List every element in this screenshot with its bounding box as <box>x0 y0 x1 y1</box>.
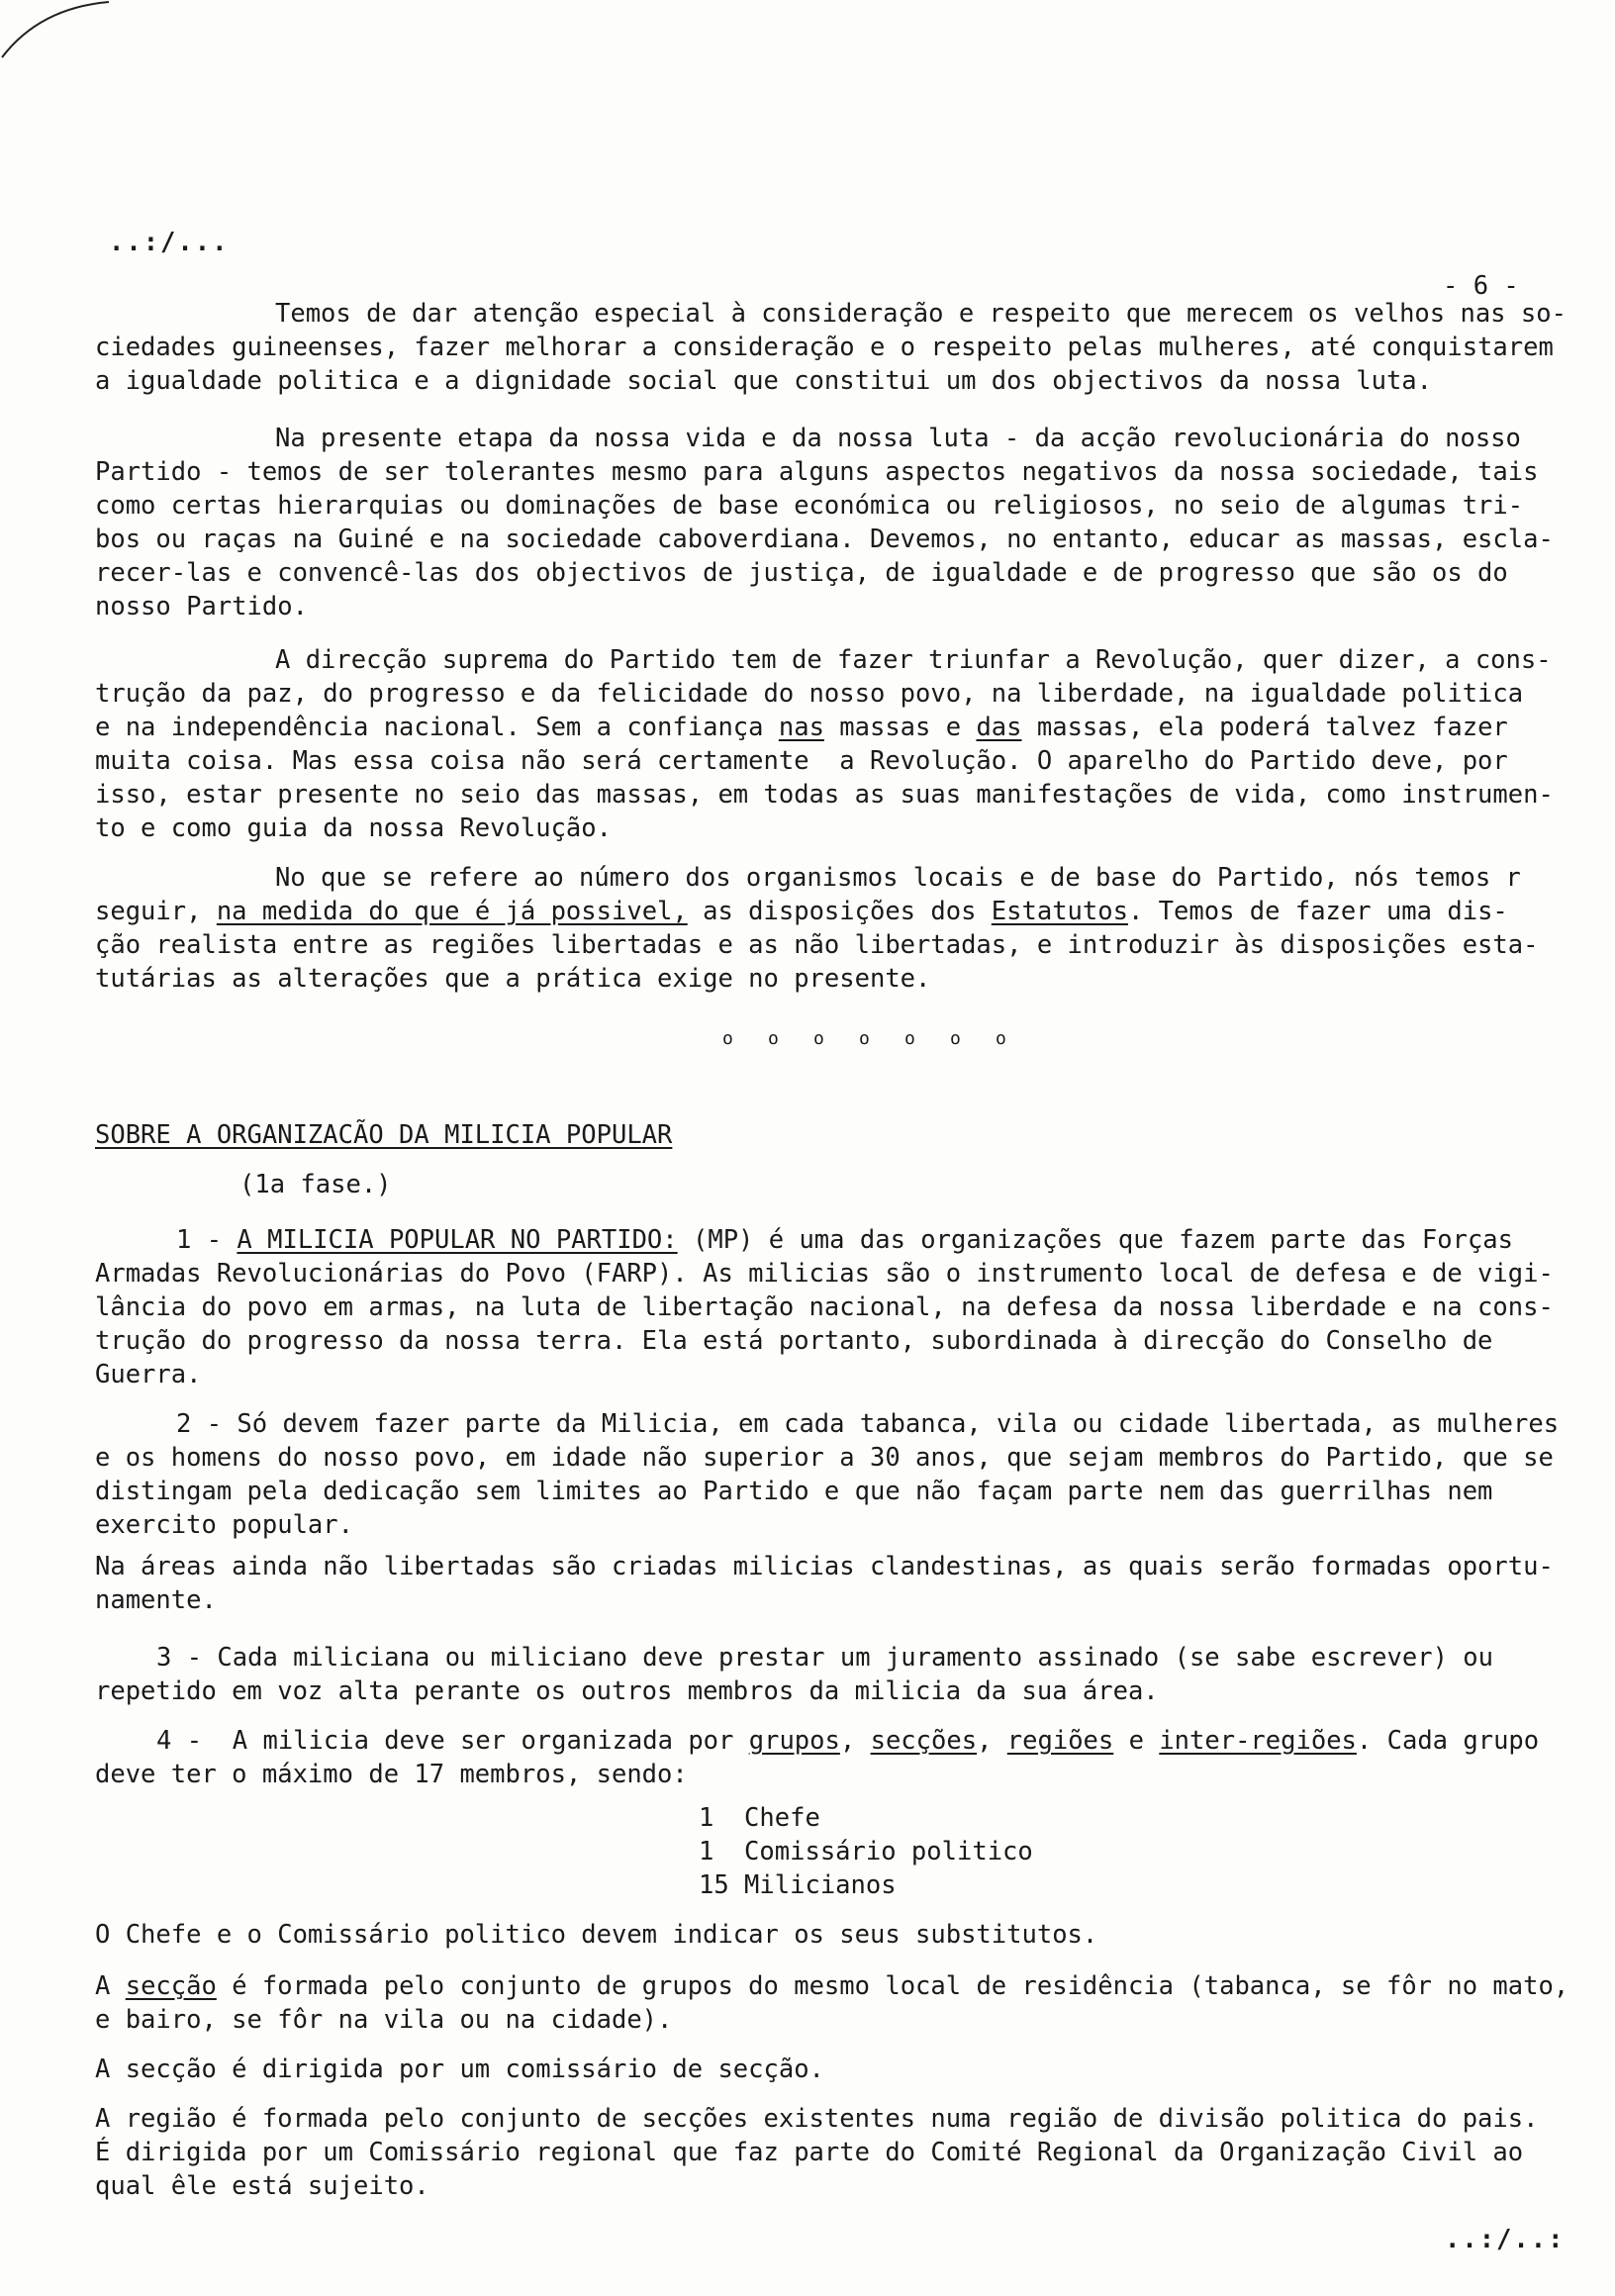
text-fragment: (MP) é uma das organizações que fazem parte das Forças <box>677 1225 1514 1255</box>
underlined-word: secção <box>125 1971 217 2001</box>
text-line: Guerra. <box>95 1360 202 1389</box>
text-line <box>95 1969 1601 2003</box>
underlined-word: regiões <box>1006 1726 1114 1756</box>
separator-dot: o <box>859 1028 870 1049</box>
paragraph-1 <box>95 297 1601 398</box>
item-6 <box>95 1969 1601 2037</box>
continuation-marker-top: ..:/... <box>109 228 230 257</box>
text-fragment: massas e <box>823 713 977 742</box>
text-line: deve ter o máximo de 17 membros, sendo: <box>95 1760 688 1789</box>
text-line: isso, estar presente no seio das massas, em todas as suas manifestações de vida, como instrumen- <box>95 780 1554 810</box>
item-8 <box>95 2102 1601 2203</box>
underlined-word: Estatutos <box>991 897 1128 926</box>
separator-dot: o <box>996 1028 1006 1049</box>
text-fragment: A <box>95 1971 126 2001</box>
text-fragment: e <box>1113 1726 1160 1756</box>
paragraph-2 <box>95 422 1601 623</box>
text-line: a igualdade politica e a dignidade social que constitui um dos objectivos da nossa luta. <box>95 366 1433 396</box>
separator-dot: o <box>813 1028 824 1049</box>
text-line: repetido em voz alta perante os outros membros da milicia da sua área. <box>95 1676 1159 1706</box>
item-4 <box>95 1724 1601 1791</box>
separator-dot: o <box>904 1028 915 1049</box>
text-fragment: . Cada grupo <box>1356 1726 1540 1756</box>
underlined-word: nas <box>778 713 824 742</box>
text-line: qual êle está sujeito. <box>95 2171 429 2201</box>
text-line: ção realista entre as regiões libertadas e as não libertadas, e introduzir às disposições esta- <box>95 930 1539 960</box>
text-fragment: , <box>839 1726 871 1756</box>
text-line: e os homens do nosso povo, em idade não superior a 30 anos, que sejam membros do Partido, que se <box>95 1443 1554 1473</box>
item-5 <box>95 1918 1601 1952</box>
text-line: to e como guia da nossa Revolução. <box>95 813 612 843</box>
text-fragment: seguir, <box>95 897 217 926</box>
text-line: Temos de dar atenção especial à consideração e respeito que merecem os velhos nas so- <box>275 299 1567 329</box>
text-line: bos ou raças na Guiné e na sociedade caboverdiana. Devemos, no entanto, educar as massas, escla- <box>95 525 1554 554</box>
list-item: 1 Chefe <box>699 1803 820 1833</box>
section-heading: SOBRE A ORGANIZACÃO DA MILICIA POPULAR <box>95 1120 673 1150</box>
text-line: Na áreas ainda não libertadas são criadas milicias clandestinas, as quais serão formadas oportu- <box>95 1552 1554 1581</box>
text-line: Na presente etapa da nossa vida e da nossa luta - da acção revolucionária do nosso <box>275 424 1521 453</box>
text-line: É dirigida por um Comissário regional que faz parte do Comité Regional da Organização Civil ao <box>95 2138 1524 2167</box>
underlined-phrase: na medida do que é já possivel, <box>216 897 688 926</box>
text-fragment: e na independência nacional. Sem a confiança <box>95 713 779 742</box>
scan-corner-mark <box>0 0 198 59</box>
text-fragment: massas, ela poderá talvez fazer <box>1021 713 1508 742</box>
text-line: lância do povo em armas, na luta de libertação nacional, na defesa da nossa liberdade e na cons- <box>95 1292 1554 1322</box>
text-line: distingam pela dedicação sem limites ao Partido e que não façam parte nem das guerrilhas nem <box>95 1477 1493 1506</box>
text-line: 3 - Cada miliciana ou miliciano deve prestar um juramento assinado (se sabe escrever) ou <box>156 1643 1494 1673</box>
list-item: 15 Milicianos <box>699 1870 897 1900</box>
text-line: tutárias as alterações que a prática exige no presente. <box>95 964 931 994</box>
text-line: A direcção suprema do Partido tem de fazer triunfar a Revolução, quer dizer, a cons- <box>275 645 1552 675</box>
text-line: No que se refere ao número dos organismos locais e de base do Partido, nós temos r <box>275 863 1521 893</box>
item-number: 1 - <box>176 1225 238 1255</box>
list-item: 1 Comissário politico <box>699 1837 1033 1866</box>
text-line: ciedades guineenses, fazer melhorar a consideração e o respeito pelas mulheres, até conquistarem <box>95 333 1554 362</box>
text-line: A região é formada pelo conjunto de secções existentes numa região de divisão politica do pais. <box>95 2104 1539 2134</box>
text-line: A secção é dirigida por um comissário de secção. <box>95 2055 824 2084</box>
text-line: O Chefe e o Comissário politico devem indicar os seus substitutos. <box>95 1920 1098 1950</box>
separator-dot: o <box>768 1028 779 1049</box>
text-line: namente. <box>95 1585 217 1615</box>
page-number: - 6 - <box>1443 271 1519 301</box>
text-line: Partido - temos de ser tolerantes mesmo para alguns aspectos negativos da nossa sociedade, tais <box>95 457 1539 487</box>
item-3 <box>95 1641 1601 1708</box>
text-fragment: é formada pelo conjunto de grupos do mesmo local de residência (tabanca, se fôr no mato, <box>216 1971 1569 2001</box>
text-line: trução da paz, do progresso e da felicidade do nosso povo, na liberdade, na igualdade politica <box>95 679 1524 709</box>
text-line: muita coisa. Mas essa coisa não será certamente a Revolução. O aparelho do Partido deve, por <box>95 746 1508 776</box>
item-2 <box>95 1407 1601 1542</box>
separator-dot: o <box>722 1028 733 1049</box>
underlined-word: das <box>976 713 1022 742</box>
text-line <box>95 711 1601 744</box>
text-line: trução do progresso da nossa terra. Ela está portanto, subordinada à direcção do Conselho de <box>95 1326 1493 1356</box>
paragraph-3 <box>95 643 1601 845</box>
underlined-word: secções <box>870 1726 978 1756</box>
paragraph-4 <box>95 861 1601 996</box>
text-line: como certas hierarquias ou dominações de base económica ou religiosos, no seio de algumas tri- <box>95 491 1524 521</box>
text-line: e bairo, se fôr na vila ou na cidade). <box>95 2005 673 2035</box>
section-separator <box>722 1019 1041 1056</box>
text-line: Armadas Revolucionárias do Povo (FARP). As milicias são o instrumento local de defesa e de vigi- <box>95 1259 1554 1289</box>
section-subheading: (1a fase.) <box>239 1170 392 1199</box>
text-line <box>95 895 1601 928</box>
text-line: exercito popular. <box>95 1510 353 1540</box>
text-line <box>95 1724 1601 1758</box>
item-7 <box>95 2053 1601 2086</box>
separator-dot: o <box>950 1028 961 1049</box>
text-line: nosso Partido. <box>95 592 308 622</box>
item-1 <box>95 1223 1601 1391</box>
item-2-note <box>95 1550 1601 1617</box>
underlined-word: grupos <box>748 1726 840 1756</box>
text-fragment: 4 - A milicia deve ser organizada por <box>156 1726 749 1756</box>
group-composition-list <box>699 1801 1033 1902</box>
underlined-phrase: A MILICIA POPULAR NO PARTIDO: <box>237 1225 678 1255</box>
text-line: recer-las e convencê-las dos objectivos de justiça, de igualdade e de progresso que são os do <box>95 558 1508 588</box>
text-fragment: . Temos de fazer uma dis- <box>1127 897 1508 926</box>
text-fragment: , <box>977 1726 1007 1756</box>
text-fragment: as disposições dos <box>687 897 992 926</box>
text-line: 2 - Só devem fazer parte da Milicia, em cada tabanca, vila ou cidade libertada, as mulheres <box>176 1409 1560 1439</box>
continuation-marker-bottom: ..:/..: <box>1445 2225 1566 2254</box>
underlined-word: inter-regiões <box>1159 1726 1357 1756</box>
text-line <box>95 1223 1601 1257</box>
